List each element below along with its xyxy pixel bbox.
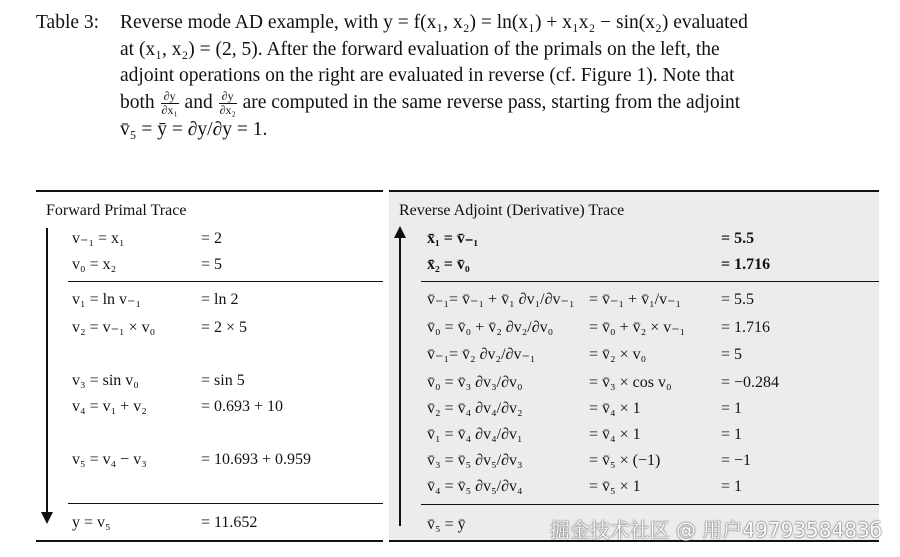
forward-rhs: = 2 [201,230,223,247]
forward-lhs: v₋₁ = x₁ [72,230,125,247]
forward-primal-trace-panel [36,190,383,542]
reverse-rhs: = 1.716 [721,256,771,273]
forward-rhs: = 11.652 [201,514,258,531]
frac-dy-dx2 [219,90,237,117]
frac-den: ∂x₁ [161,102,178,117]
reverse-rhs: = 1 [721,478,743,495]
caption-label: Table 3: [36,12,100,33]
forward-divider [68,281,383,282]
forward-rhs: = ln 2 [201,291,239,308]
forward-lhs: v₁ = ln v₋₁ [72,291,142,308]
caption-line-3: adjoint operations on the right are evaluated in reverse (cf. Figure 1). Note that [120,65,735,86]
reverse-lhs: v̄₀ = v̄₀ + v̄₂ ∂v₂/∂v₀ [427,319,554,336]
reverse-rhs: = 5.5 [721,230,755,247]
forward-lhs: v₂ = v₋₁ × v₀ [72,319,156,336]
forward-lhs: v₄ = v₁ + v₂ [72,398,147,415]
reverse-lhs: v̄₀ = v̄₃ ∂v₃/∂v₀ [427,374,523,391]
reverse-divider [421,504,879,505]
caption-line-4 [36,90,882,117]
forward-rhs: = sin 5 [201,372,245,389]
frac-num: ∂y [161,90,179,104]
reverse-rhs: = 1 [721,400,743,417]
forward-rhs: = 0.693 + 10 [201,398,284,415]
reverse-lhs: v̄₁ = v̄₄ ∂v₄/∂v₁ [427,426,523,443]
reverse-mid: = v̄₄ × 1 [589,400,641,417]
reverse-divider [421,281,879,282]
caption-line-2: at (x₁, x₂) = (2, 5). After the forward evaluation of the primals on the left, the [120,38,720,60]
forward-divider [68,503,383,504]
reverse-mid: = v̄₋₁ + v̄₁/v₋₁ [589,291,682,308]
reverse-mid: = v̄₅ × 1 [589,478,641,495]
reverse-lhs: v̄₂ = v̄₄ ∂v₄/∂v₂ [427,400,523,417]
reverse-lhs: v̄₋₁= v̄₋₁ + v̄₁ ∂v₁/∂v₋₁ [427,291,575,308]
forward-rhs: = 10.693 + 0.959 [201,451,312,468]
caption-line-5: v̄₅ = ȳ = ∂y/∂y = 1. [120,118,268,140]
forward-rhs: = 5 [201,256,223,273]
forward-title: Forward Primal Trace [46,202,187,219]
reverse-rhs: = 5.5 [721,291,755,308]
reverse-mid: = v̄₃ × cos v₀ [589,374,672,391]
reverse-lhs: v̄₋₁= v̄₂ ∂v₂/∂v₋₁ [427,346,536,363]
forward-arrow-line [46,228,48,512]
reverse-mid: = v̄₅ × (−1) [589,452,661,469]
reverse-mid: = v̄₀ + v̄₂ × v₋₁ [589,319,686,336]
caption-line-1: Reverse mode AD example, with y = f(x₁, x₂) = ln(x₁) + x₁x₂ − sin(x₂) evaluated [120,12,748,33]
forward-lhs: v₀ = x₂ [72,256,117,273]
reverse-rhs: = 5 [721,346,743,363]
reverse-lhs: x̄₂ = v̄₀ [427,256,470,273]
reverse-rhs: = 1 [721,426,743,443]
reverse-adjoint-trace-panel [389,190,879,542]
forward-lhs: v₅ = v₄ − v₃ [72,451,147,468]
caption-and: and [184,91,213,113]
reverse-rhs: = −1 [721,452,752,469]
forward-rhs: = 2 × 5 [201,319,248,336]
reverse-arrow-up-icon [394,226,406,238]
frac-num: ∂y [219,90,237,104]
reverse-lhs: v̄₄ = v̄₅ ∂v₅/∂v₄ [427,478,523,495]
reverse-lhs: x̄₁ = v̄₋₁ [427,230,479,247]
frac-den: ∂x₂ [219,102,236,117]
reverse-title: Reverse Adjoint (Derivative) Trace [399,202,625,219]
reverse-arrow-line [399,238,401,526]
forward-lhs: v₃ = sin v₀ [72,372,139,389]
table-caption [36,10,882,143]
reverse-lhs: v̄₃ = v̄₅ ∂v₅/∂v₃ [427,452,523,469]
forward-lhs: y = v₅ [72,514,111,531]
reverse-mid: = v̄₂ × v₀ [589,346,647,363]
reverse-rhs: = 1.716 [721,319,771,336]
reverse-mid: = v̄₄ × 1 [589,426,641,443]
frac-dy-dx1 [161,90,179,117]
reverse-lhs: v̄₅ = ȳ [427,516,466,533]
caption-rest: are computed in the same reverse pass, starting from the adjoint [242,91,741,113]
reverse-rhs: = −0.284 [721,374,780,391]
site-watermark: 掘金技术社区 @ 用户4979358483б [549,518,882,542]
forward-arrow-down-icon [41,512,53,524]
caption-both: both [120,91,155,113]
